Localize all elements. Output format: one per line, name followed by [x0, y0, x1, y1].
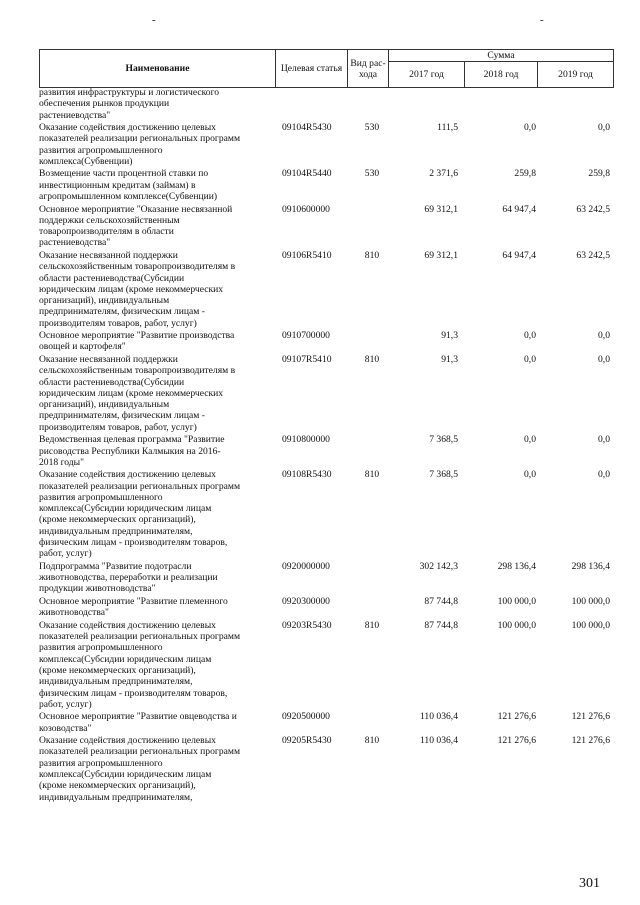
row-expense-type: 810 — [364, 469, 380, 481]
row-sum-2017: 91,3 — [441, 330, 458, 342]
header-name: Наименование — [40, 50, 276, 88]
row-sum-2017: 302 142,3 — [419, 560, 458, 572]
top-mark-right: - — [540, 14, 544, 26]
table-row — [39, 250, 613, 329]
row-target-code: 09107R5410 — [282, 353, 332, 365]
row-sum-2019: 0,0 — [598, 122, 610, 134]
row-name: Оказание несвязанной поддержки сельскохозяйственным товаропроизводителям в области растениеводства(Субсидии юридическим лицам (кроме некоммерческих организаций), индивидуальным предпринимателям, физическим лицам - производителям товаров, работ, услуг) — [39, 249, 236, 329]
row-sum-2017: 7 368,5 — [429, 434, 458, 446]
row-sum-2017: 111,5 — [437, 122, 458, 134]
row-sum-2017: 87 744,8 — [424, 619, 458, 631]
row-sum-2018: 64 947,4 — [502, 249, 536, 261]
table-row — [39, 122, 613, 167]
row-sum-2019: 298 136,4 — [571, 560, 610, 572]
header-2019: 2019 год — [538, 62, 614, 88]
row-name: Основное мероприятие "Оказание несвязанной поддержки сельскохозяйственным товаропроизводителям в области растениеводства" — [39, 203, 233, 249]
row-sum-2018: 121 276,6 — [497, 735, 536, 747]
table-row — [39, 596, 613, 619]
row-name: Оказание содействия достижению целевых показателей реализации региональных программ развития агропромышленного комплекса(Субсидии юридическим лицам (кроме некоммерческих организаций), индивидуальным предпринимателям, физическим лицам - производителям товаров, работ, услуг) — [39, 619, 241, 710]
table-row — [39, 469, 613, 559]
row-sum-2017: 69 312,1 — [424, 249, 458, 261]
table-row — [39, 434, 613, 468]
row-name: Основное мероприятие "Развитие овцеводства и козоводства" — [39, 711, 237, 734]
row-name: Ведомственная целевая программа "Развитие рисоводства Республики Калмыкия на 2016- 2018 годы" — [39, 434, 225, 468]
row-sum-2018: 121 276,6 — [497, 711, 536, 723]
row-sum-2018: 0,0 — [524, 434, 536, 446]
row-sum-2019: 63 242,5 — [576, 203, 610, 215]
header-sum: Сумма — [389, 50, 614, 62]
row-target-code: 09106R5410 — [282, 249, 332, 261]
row-target-code: 09104R5430 — [282, 122, 332, 134]
row-name: развития инфраструктуры и логистического обеспечения рынков продукции растениеводства" — [39, 87, 220, 121]
row-sum-2018: 100 000,0 — [497, 619, 536, 631]
row-sum-2019: 0,0 — [598, 434, 610, 446]
row-sum-2018: 100 000,0 — [497, 595, 536, 607]
row-target-code: 09108R5430 — [282, 469, 332, 481]
row-sum-2017: 2 371,6 — [429, 168, 458, 180]
table-row — [39, 561, 613, 595]
top-mark-left: - — [152, 14, 156, 26]
row-target-code: 0920300000 — [282, 595, 330, 607]
row-name: Основное мероприятие "Развитие производства овощей и картофеля" — [39, 330, 235, 353]
table-row — [39, 354, 613, 433]
header-2018: 2018 год — [465, 62, 538, 88]
row-sum-2019: 0,0 — [598, 330, 610, 342]
row-name: Подпрограмма "Развитие подотрасли животноводства, переработки и реализации продукции животноводства" — [39, 560, 218, 595]
table-header — [39, 49, 614, 88]
row-target-code: 0910600000 — [282, 203, 330, 215]
row-sum-2017: 69 312,1 — [424, 203, 458, 215]
row-sum-2017: 91,3 — [441, 353, 458, 365]
table-row — [39, 735, 613, 803]
row-sum-2017: 110 036,4 — [419, 735, 458, 747]
table-row — [39, 620, 613, 710]
page-number: 301 — [579, 876, 600, 891]
row-sum-2018: 0,0 — [524, 469, 536, 481]
table-row — [39, 87, 613, 121]
table-row — [39, 330, 613, 353]
row-name: Основное мероприятие "Развитие племенного животноводства" — [39, 595, 228, 619]
row-sum-2019: 63 242,5 — [576, 249, 610, 261]
row-sum-2018: 0,0 — [524, 122, 536, 134]
row-target-code: 0920500000 — [282, 711, 330, 723]
row-name: Оказание содействия достижению целевых показателей реализации региональных программ развития агропромышленного комплекса(Субсидии юридическим лицам (кроме некоммерческих организаций), индивидуальным предпринимателям, — [39, 735, 241, 803]
row-expense-type: 810 — [364, 735, 380, 747]
table-body — [39, 87, 613, 804]
row-sum-2018: 259,8 — [514, 168, 536, 180]
row-sum-2019: 100 000,0 — [571, 595, 610, 607]
row-target-code: 09104R5440 — [282, 168, 332, 180]
row-expense-type: 530 — [364, 122, 380, 134]
row-target-code: 0920000000 — [282, 560, 330, 572]
row-expense-type: 530 — [364, 168, 380, 180]
table-row — [39, 204, 613, 249]
table-row — [39, 168, 613, 202]
row-expense-type: 810 — [364, 249, 380, 261]
row-name: Оказание содействия достижению целевых показателей реализации региональных программ развития агропромышленного комплекса(Субвенции) — [39, 122, 241, 167]
table-row — [39, 711, 613, 734]
row-sum-2017: 7 368,5 — [429, 469, 458, 481]
row-target-code: 0910700000 — [282, 330, 330, 342]
header-2017: 2017 год — [389, 62, 465, 88]
row-expense-type: 810 — [364, 353, 380, 365]
row-sum-2019: 0,0 — [598, 469, 610, 481]
row-sum-2019: 121 276,6 — [571, 711, 610, 723]
header-target: Целевая статья — [276, 50, 348, 88]
row-target-code: 09205R5430 — [282, 735, 332, 747]
row-sum-2019: 100 000,0 — [571, 619, 610, 631]
row-name: Возмещение части процентной ставки по инвестиционным кредитам (займам) в агропромышленном комплексе(Субвенции) — [39, 168, 218, 203]
row-sum-2018: 0,0 — [524, 353, 536, 365]
row-sum-2018: 298 136,4 — [497, 560, 536, 572]
row-sum-2019: 0,0 — [598, 353, 610, 365]
row-sum-2017: 110 036,4 — [419, 711, 458, 723]
row-sum-2018: 64 947,4 — [502, 203, 536, 215]
row-name: Оказание содействия достижению целевых показателей реализации региональных программ развития агропромышленного комплекса(Субсидии юридическим лицам (кроме некоммерческих организаций), индивидуальным предпринимателям, физическим лицам - производителям товаров, работ, услуг) — [39, 469, 241, 560]
row-expense-type: 810 — [364, 619, 380, 631]
header-vid: Вид рас- хода — [348, 50, 389, 88]
row-sum-2019: 259,8 — [588, 168, 610, 180]
row-target-code: 0910800000 — [282, 434, 330, 446]
row-sum-2018: 0,0 — [524, 330, 536, 342]
row-sum-2019: 121 276,6 — [571, 735, 610, 747]
row-name: Оказание несвязанной поддержки сельскохозяйственным товаропроизводителям в области растениеводства(Субсидии юридическим лицам (кроме некоммерческих организаций), индивидуальным предпринимателям, физическим лицам - производителям товаров, работ, услуг) — [39, 353, 236, 433]
row-target-code: 09203R5430 — [282, 619, 332, 631]
row-sum-2017: 87 744,8 — [424, 595, 458, 607]
